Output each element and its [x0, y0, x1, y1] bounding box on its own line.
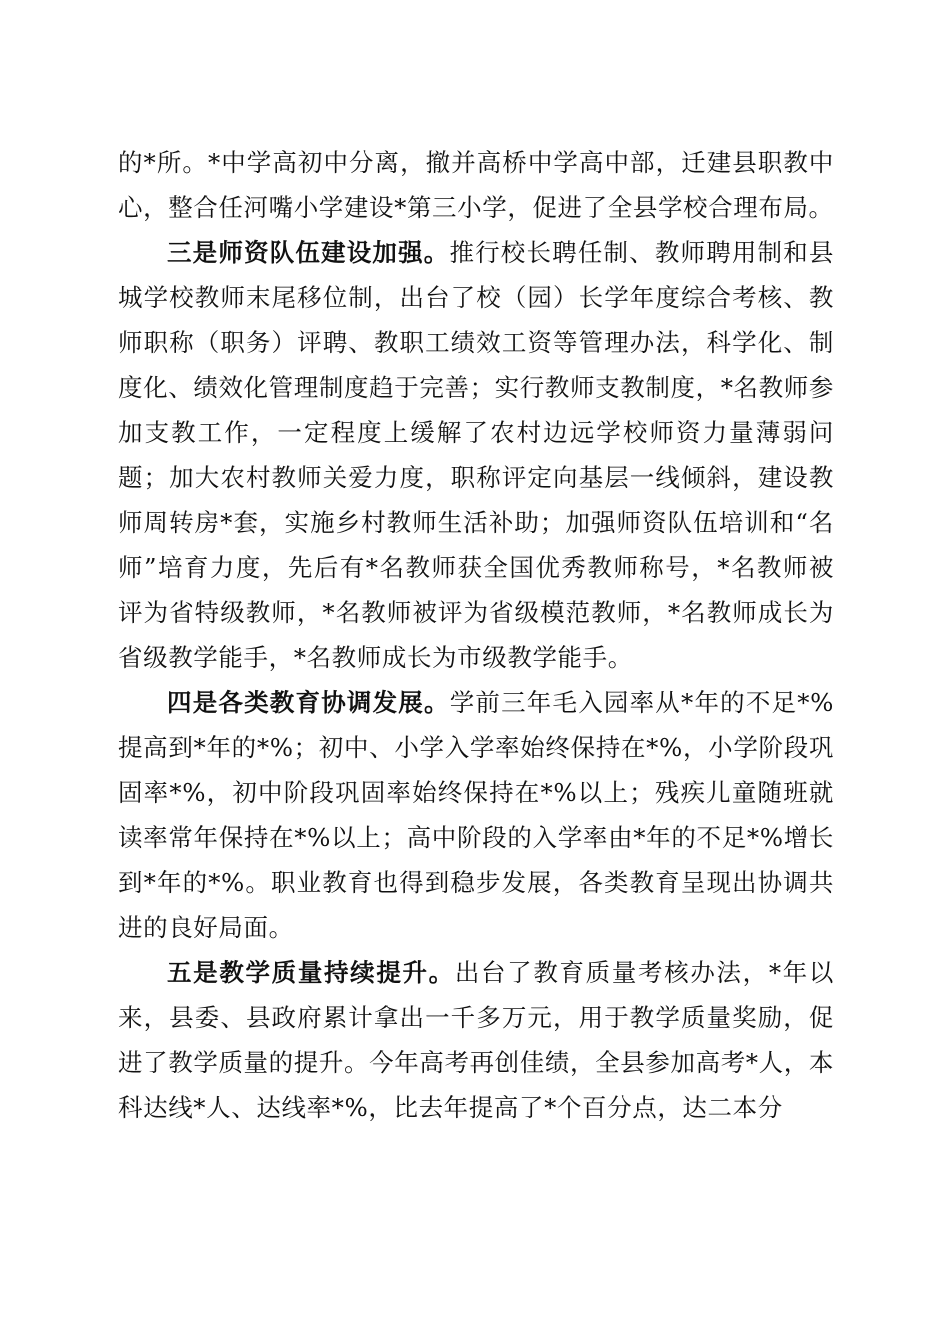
paragraph-teacher-team [118, 230, 834, 680]
paragraph-heading: 四是各类教育协调发展。 [167, 688, 450, 717]
document-body [118, 140, 834, 1130]
paragraph-school-layout [118, 140, 834, 230]
paragraph-text: 的*所。*中学高初中分离，撤并高桥中学高中部，迁建县职教中心，整合任河嘴小学建设*第三小学，促进了全县学校合理布局。 [118, 148, 834, 222]
paragraph-coordinated-development [118, 680, 834, 950]
paragraph-teaching-quality [118, 950, 834, 1130]
paragraph-text: 学前三年毛入园率从*年的不足*%提高到*年的*%；初中、小学入学率始终保持在*%，小学阶段巩固率*%，初中阶段巩固率始终保持在*%以上；残疾儿童随班就读率常年保持在*%以上；高中阶段的入学率由*年的不足*%增长到*年的*%。职业教育也得到稳步发展，各类教育呈现出协调共进的良好局面。 [118, 688, 834, 942]
paragraph-text: 出台了教育质量考核办法，*年以来，县委、县政府累计拿出一千多万元，用于教学质量奖励，促进了教学质量的提升。今年高考再创佳绩，全县参加高考*人，本科达线*人、达线率*%，比去年提高了*个百分点，达二本分 [118, 958, 834, 1122]
paragraph-heading: 五是教学质量持续提升。 [167, 958, 455, 987]
paragraph-text: 推行校长聘任制、教师聘用制和县城学校教师末尾移位制，出台了校（园）长学年度综合考核、教师职称（职务）评聘、教职工绩效工资等管理办法，科学化、制度化、绩效化管理制度趋于完善；实行教师支教制度，*名教师参加支教工作，一定程度上缓解了农村边远学校师资力量薄弱问题；加大农村教师关爱力度，职称评定向基层一线倾斜，建设教师周转房*套，实施乡村教师生活补助；加强师资队伍培训和“名师”培育力度，先后有*名教师获全国优秀教师称号，*名教师被评为省特级教师，*名教师被评为省级模范教师，*名教师成长为省级教学能手，*名教师成长为市级教学能手。 [118, 238, 834, 672]
paragraph-heading: 三是师资队伍建设加强。 [167, 238, 450, 267]
